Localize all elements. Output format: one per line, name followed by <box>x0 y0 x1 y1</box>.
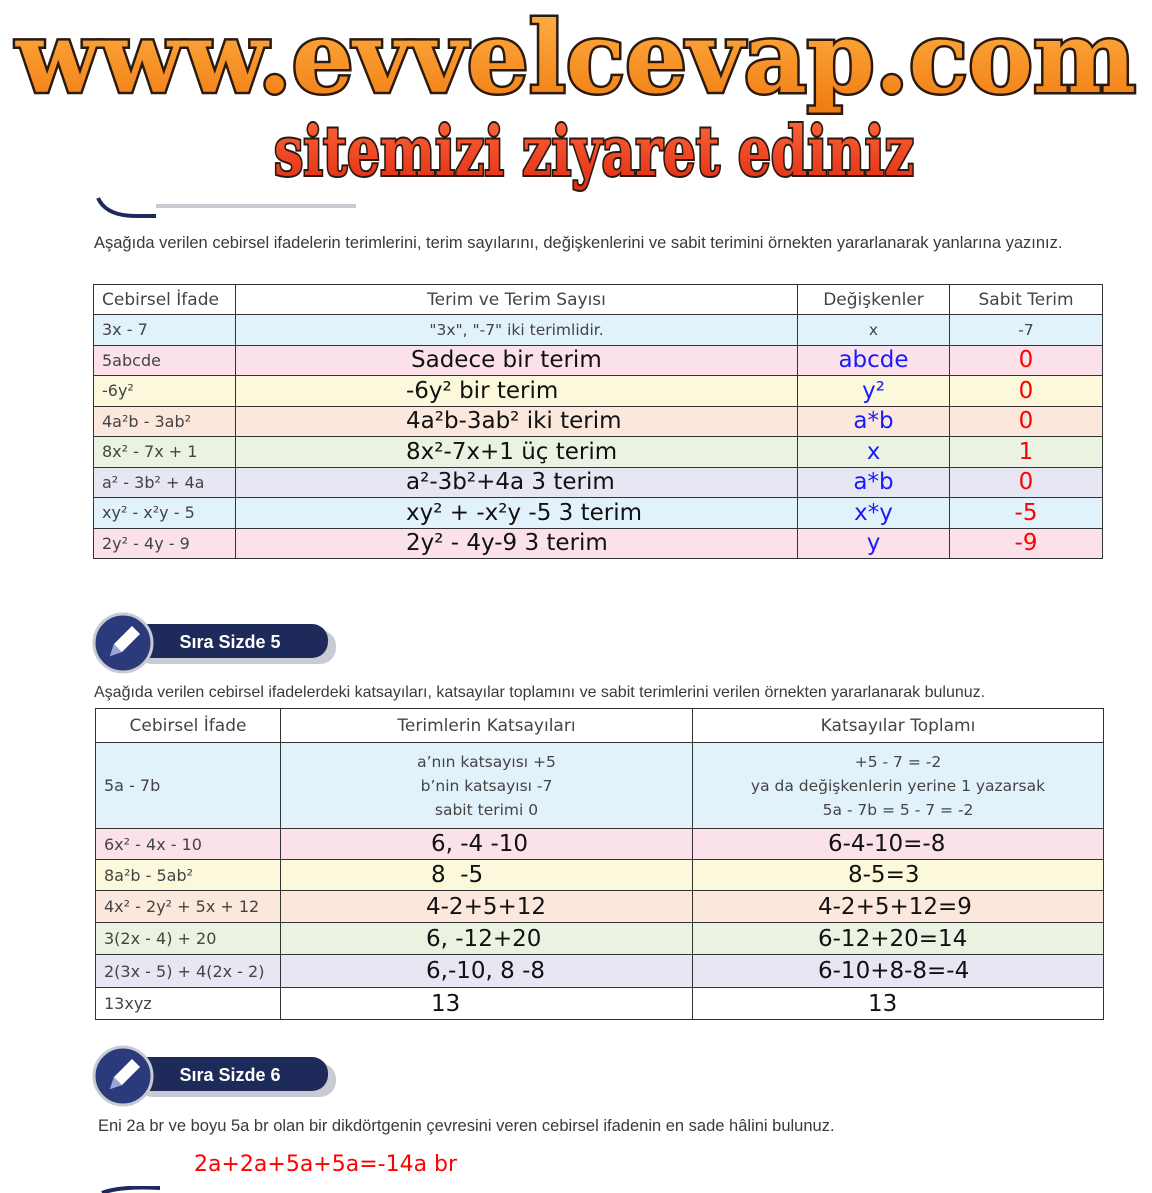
header-expression: Cebirsel İfade <box>96 709 281 743</box>
table-row <box>96 829 1104 860</box>
table-row <box>96 955 1104 988</box>
sum-cell: 4-2+5+12=9 <box>693 891 1104 923</box>
header-variables: Değişkenler <box>798 285 950 315</box>
sum-cell: 6-4-10=-8 <box>693 829 1104 860</box>
table-row <box>94 498 1103 529</box>
table-row <box>94 467 1103 498</box>
section4-instruction: Aşağıda verilen cebirsel ifadelerin terimlerini, terim sayılarını, değişkenlerini ve sabit terimini örnekten yararlanarak yanlarına yazınız. <box>94 234 1063 252</box>
table-row <box>96 891 1104 923</box>
table-row <box>96 923 1104 955</box>
terms-table <box>93 284 1103 559</box>
constant-cell: -5 <box>950 498 1103 529</box>
terms-cell: xy² + -x²y -5 3 terim <box>236 498 798 529</box>
expression-cell: a² - 3b² + 4a <box>94 467 236 498</box>
table-row <box>94 437 1103 468</box>
constant-cell: 0 <box>950 467 1103 498</box>
watermark-site: www.evvelcevap.com <box>15 1 1136 116</box>
terms-cell: "3x", "-7" iki terimlidir. <box>236 315 798 346</box>
variables-cell: x <box>798 437 950 468</box>
table-row <box>96 988 1104 1020</box>
section4-badge-remnant <box>96 196 366 220</box>
expression-cell: 13xyz <box>96 988 281 1020</box>
sum-cell: 6-12+20=14 <box>693 923 1104 955</box>
table-row <box>94 528 1103 559</box>
table-header <box>94 285 1103 315</box>
section6-question: Eni 2a br ve boyu 5a br olan bir dikdörtgenin çevresini veren cebirsel ifadenin en sade hâlini bulunuz. <box>98 1117 835 1135</box>
constant-cell: 1 <box>950 437 1103 468</box>
constant-cell: -9 <box>950 528 1103 559</box>
coef-line: a’nın katsayısı +5 <box>417 752 556 771</box>
expression-cell: 4x² - 2y² + 5x + 12 <box>96 891 281 923</box>
sum-line: +5 - 7 = -2 <box>854 752 942 771</box>
coef-line: b’nin katsayısı -7 <box>420 776 553 795</box>
expression-cell: 3(2x - 4) + 20 <box>96 923 281 955</box>
header-sum: Katsayılar Toplamı <box>693 709 1104 743</box>
coefficients-cell: 4-2+5+12 <box>281 891 693 923</box>
watermark-banner <box>0 0 1152 200</box>
sum-cell: 13 <box>693 988 1104 1020</box>
coefficients-cell: 13 <box>281 988 693 1020</box>
sum-line: 5a - 7b = 5 - 7 = -2 <box>822 800 974 819</box>
coefficients-cell: 6, -4 -10 <box>281 829 693 860</box>
table-row <box>94 406 1103 437</box>
terms-cell: 2y² - 4y-9 3 terim <box>236 528 798 559</box>
sum-cell <box>693 743 1104 829</box>
table-row <box>94 345 1103 376</box>
terms-cell: Sadece bir terim <box>236 345 798 376</box>
expression-cell: 8a²b - 5ab² <box>96 860 281 891</box>
expression-cell: 2(3x - 5) + 4(2x - 2) <box>96 955 281 988</box>
variables-cell: y <box>798 528 950 559</box>
constant-cell: 0 <box>950 406 1103 437</box>
constant-cell: 0 <box>950 345 1103 376</box>
variables-cell: x <box>798 315 950 346</box>
coefficients-table <box>95 708 1104 1020</box>
coefficients-cell: 6,-10, 8 -8 <box>281 955 693 988</box>
terms-cell: a²-3b²+4a 3 terim <box>236 467 798 498</box>
watermark-slogan: sitemizi ziyaret ediniz <box>274 112 914 192</box>
section5-badge <box>92 612 342 674</box>
section7-badge-remnant <box>100 1186 180 1193</box>
coef-line: sabit terimi 0 <box>434 800 539 819</box>
terms-cell: -6y² bir terim <box>236 376 798 407</box>
section6-badge-label: Sıra Sizde 6 <box>179 1065 281 1085</box>
expression-cell: 2y² - 4y - 9 <box>94 528 236 559</box>
variables-cell: y² <box>798 376 950 407</box>
sum-cell: 6-10+8-8=-4 <box>693 955 1104 988</box>
table-row-example <box>96 743 1104 829</box>
variables-cell: abcde <box>798 345 950 376</box>
expression-cell: 5a - 7b <box>96 743 281 829</box>
table-row <box>94 376 1103 407</box>
header-constant: Sabit Terim <box>950 285 1103 315</box>
table-row <box>94 315 1103 346</box>
variables-cell: a*b <box>798 406 950 437</box>
coefficients-cell: 8 -5 <box>281 860 693 891</box>
expression-cell: 6x² - 4x - 10 <box>96 829 281 860</box>
expression-cell: xy² - x²y - 5 <box>94 498 236 529</box>
expression-cell: 8x² - 7x + 1 <box>94 437 236 468</box>
header-expression: Cebirsel İfade <box>94 285 236 315</box>
terms-cell: 8x²-7x+1 üç terim <box>236 437 798 468</box>
table-row <box>96 860 1104 891</box>
coefficients-cell: 6, -12+20 <box>281 923 693 955</box>
section5-instruction: Aşağıda verilen cebirsel ifadelerdeki katsayıları, katsayılar toplamını ve sabit terimlerini verilen örnekten yararlanarak bulunuz. <box>94 684 986 701</box>
variables-cell: a*b <box>798 467 950 498</box>
section5-badge-label: Sıra Sizde 5 <box>179 632 281 652</box>
coefficients-cell <box>281 743 693 829</box>
expression-cell: 3x - 7 <box>94 315 236 346</box>
header-terms: Terim ve Terim Sayısı <box>236 285 798 315</box>
expression-cell: 5abcde <box>94 345 236 376</box>
sum-cell: 8-5=3 <box>693 860 1104 891</box>
terms-cell: 4a²b-3ab² iki terim <box>236 406 798 437</box>
section6-badge <box>92 1045 342 1107</box>
variables-cell: x*y <box>798 498 950 529</box>
constant-cell: -7 <box>950 315 1103 346</box>
section6-answer: 2a+2a+5a+5a=-14a br <box>194 1152 458 1177</box>
header-coefficients: Terimlerin Katsayıları <box>281 709 693 743</box>
constant-cell: 0 <box>950 376 1103 407</box>
sum-line: ya da değişkenlerin yerine 1 yazarsak <box>750 776 1046 795</box>
table-header <box>96 709 1104 743</box>
expression-cell: -6y² <box>94 376 236 407</box>
expression-cell: 4a²b - 3ab² <box>94 406 236 437</box>
